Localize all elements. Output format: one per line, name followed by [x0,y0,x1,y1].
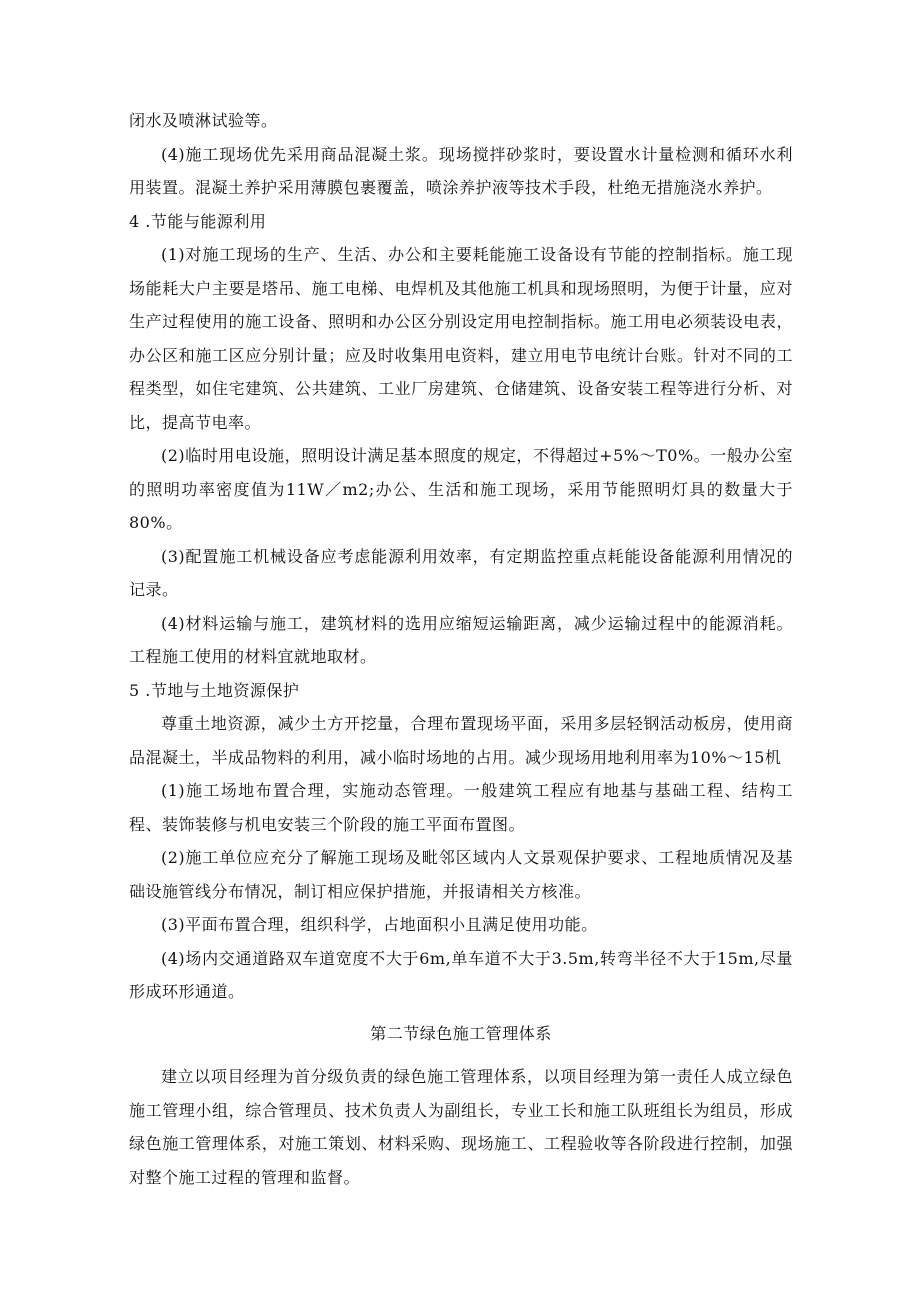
section-title-green-management: 第二节绿色施工管理体系 [370,1023,552,1043]
paragraph-machinery-efficiency: (3)配置施工机械设备应考虑能源利用效率，有定期监控重点耗能设备能源利用情况的记录。 [129,546,793,599]
paragraph-material-transport: (4)材料运输与施工，建筑材料的选用应缩短运输距离，减少运输过程中的能源消耗。工程施工使用的材料宜就地取材。 [129,613,793,666]
paragraph-plane-layout: (3)平面布置合理，组织科学，占地面积小且满足使用功能。 [161,915,598,934]
paragraph-site-roads: (4)场内交通道路双车道宽度不大于6m,单车道不大于3.5m,转弯半径不大于15m,尽量形成环形通道。 [129,948,793,1001]
paragraph-temporary-electricity: (2)临时用电设施，照明设计满足基本照度的规定，不得超过+5%～T0%。一般办公室的照明功率密度值为11W／m2;办公、生活和施工现场，采用节能照明灯具的数量大于80%。 [129,446,793,532]
document-page [129,104,793,1194]
paragraph-site-layout: (1)施工场地布置合理，实施动态管理。一般建筑工程应有地基与基础工程、结构工程、装饰装修与机电安装三个阶段的施工平面布置图。 [129,781,793,834]
heading-land-saving: 5 .节地与土地资源保护 [129,680,300,700]
heading-energy-saving: 4 .节能与能源利用 [129,211,267,231]
paragraph-landscape-protection: (2)施工单位应充分了解施工现场及毗邻区域内人文景观保护要求、工程地质情况及基础设施管线分布情况，制订相应保护措施，并报请相关方核准。 [129,848,793,901]
paragraph-commercial-concrete: (4)施工现场优先采用商品混凝土浆。现场搅拌砂浆时，要设置水计量检测和循环水利用装置。混凝土养护采用薄膜包裹覆盖，喷涂养护液等技术手段，杜绝无措施浇水养护。 [129,144,793,197]
paragraph-respect-land-resources: 尊重土地资源，减少土方开挖量，合理布置现场平面，采用多层轻钢活动板房，使用商品混凝土，半成品物料的利用，减小临时场地的占用。减少现场用地利用率为10%～15机 [129,714,793,767]
paragraph-energy-control-indicators: (1)对施工现场的生产、生活、办公和主要耗能施工设备设有节能的控制指标。施工现场能耗大户主要是塔吊、施工电梯、电焊机及其他施工机具和现场照明，为便于计量，应对生产过程使用的施工设备、照明和办公区分别设定用电控制指标。施工用电必须装设电表，办公区和施工区应分别计量；应及时收集用电资料，建立用电节电统计台账。针对不同的工程类型，如住宅建筑、公共建筑、工业厂房建筑、仓储建筑、设备安装工程等进行分析、对比，提高节电率。 [129,245,793,432]
paragraph-closing-water-test: 闭水及喷淋试验等。 [129,111,278,130]
paragraph-management-system: 建立以项目经理为首分级负责的绿色施工管理体系，以项目经理为第一责任人成立绿色施工管理小组，综合管理员、技术负责人为副组长，专业工长和施工队班组长为组员，形成绿色施工管理体系，对施工策划、材料采购、现场施工、工程验收等各阶段进行控制，加强对整个施工过程的管理和监督。 [129,1067,793,1187]
